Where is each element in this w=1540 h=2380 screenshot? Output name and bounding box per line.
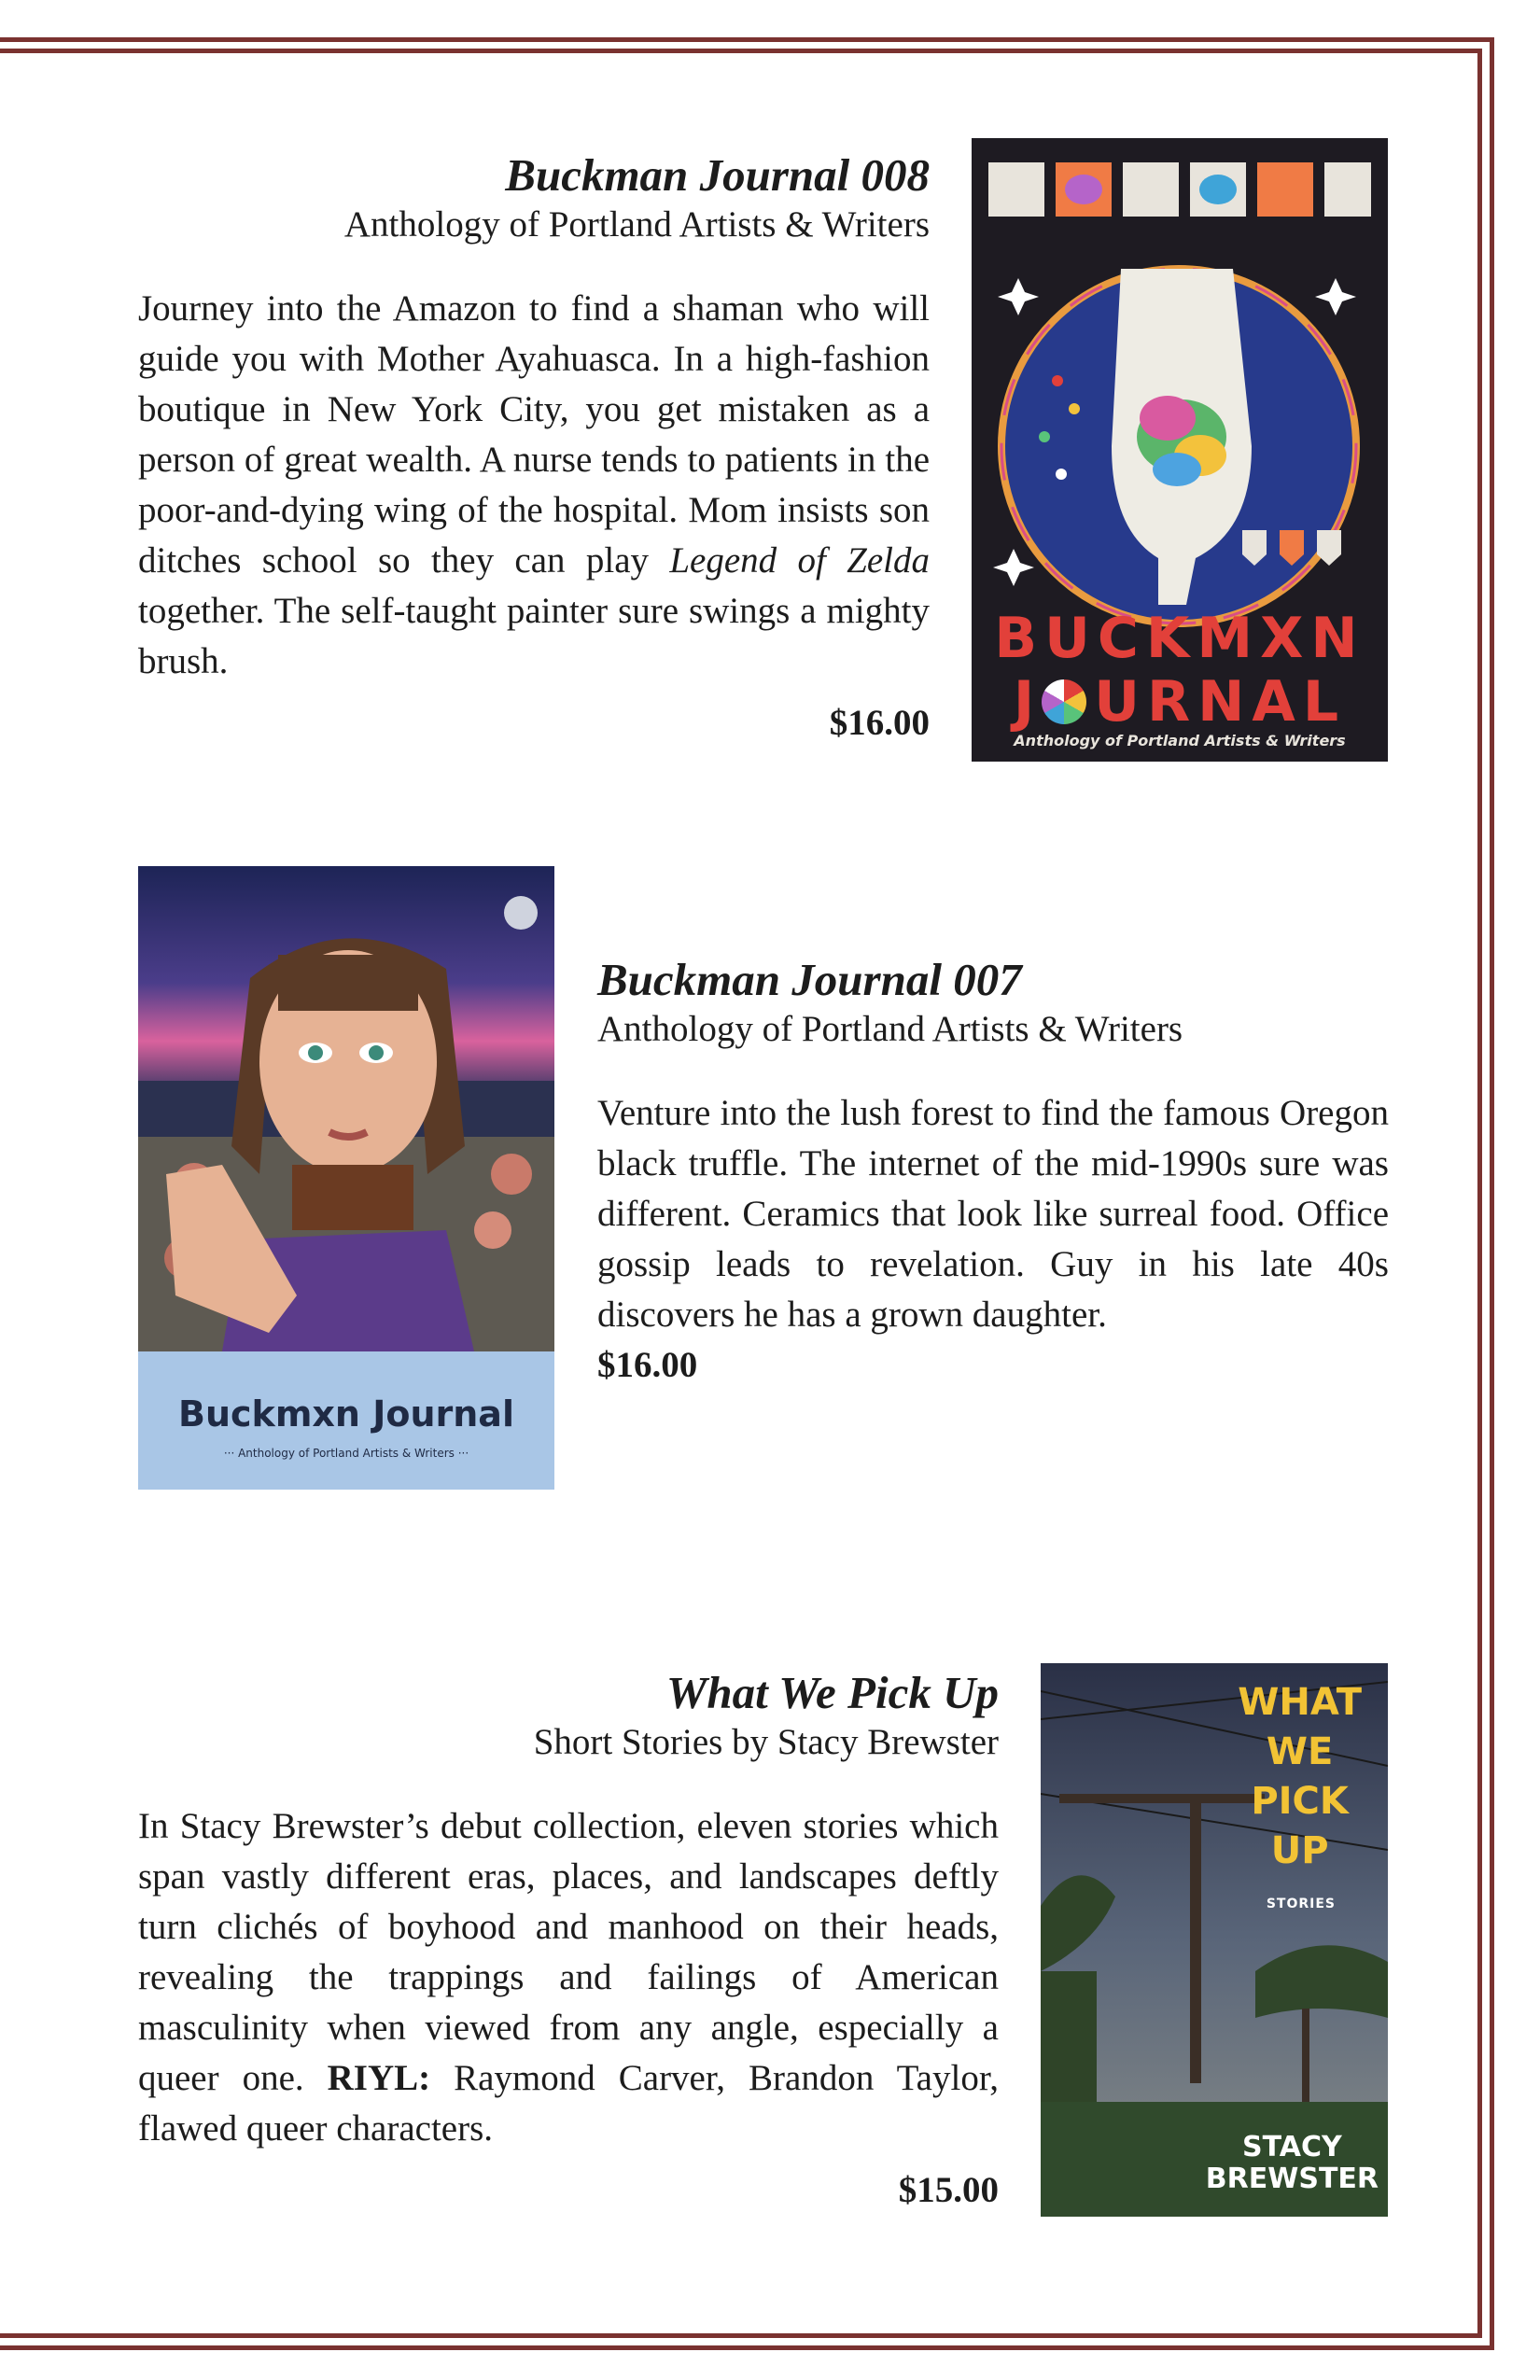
book-entry-2	[597, 954, 1389, 1391]
cover-tagline: Anthology of Portland Artists & Writers	[1014, 732, 1346, 749]
frame-border-bottom-inner	[0, 2333, 1482, 2338]
cover-wheel-icon	[1042, 679, 1086, 724]
book-cover-buckman-008	[972, 138, 1388, 762]
frame-border-right-inner	[1477, 49, 1482, 2338]
book-description: Venture into the lush forest to find the famous Oregon black truffle. The internet of the mid-1990s sure was different. Ceramics that look like surreal food. Office gossip leads to revelation. Guy in his late 40s discovers he has a grown daughter.	[597, 1093, 1389, 1335]
cover-author: STACY BREWSTER	[1205, 2131, 1379, 2195]
book-subtitle: Anthology of Portland Artists & Writers	[343, 204, 930, 245]
frame-border-bottom	[0, 2345, 1493, 2350]
frame-border-top	[0, 37, 1493, 42]
book-title: Buckman Journal 007	[597, 954, 1022, 1005]
book-description: In Stacy Brewster’s debut collection, eleven stories which span vastly different eras, places, and landscapes deftly turn clichés of boyhood and manhood on their heads, revealing the trappings and failings of American masculinity when viewed from any angle, especially a queer one. RIYL: Raymond Carver, Brandon Taylor, flawed queer characters.	[138, 1806, 1000, 2149]
book-description: Journey into the Amazon to find a shaman who will guide you with Mother Ayahuasca. In a high-fashion boutique in New York City, you get mistaken as a person of great wealth. A nurse tends to patients in the poor-and-dying wing of the hospital. Mom insists son ditches school so they can play Legend of Zelda together. The self-taught painter sure swings a mighty brush.	[138, 288, 930, 681]
cover-title-line-2: J URNAL	[1013, 669, 1347, 735]
book-title: What We Pick Up	[665, 1667, 999, 1718]
cover-tagline: ··· Anthology of Portland Artists & Writers ···	[223, 1447, 469, 1460]
book-cover-buckman-007	[138, 866, 554, 1490]
cover-title-line-1: BUCKMXN	[994, 606, 1365, 671]
book-cover-what-we-pick-up	[1041, 1663, 1388, 2217]
book-price: $16.00	[829, 703, 930, 743]
book-title: Buckman Journal 008	[505, 149, 930, 201]
book-subtitle: Short Stories by Stacy Brewster	[533, 1722, 999, 1762]
book-subtitle: Anthology of Portland Artists & Writers	[597, 1009, 1183, 1049]
book-price: $15.00	[898, 2170, 999, 2210]
cover-brand-name: Buckmxn Journal	[178, 1393, 514, 1435]
frame-border-right	[1490, 37, 1494, 2350]
cover-title: WHAT WE PICK UP	[1238, 1681, 1362, 1872]
cover-genre: STORIES	[1266, 1897, 1336, 1911]
book-price: $16.00	[597, 1345, 698, 1385]
book-entry-3	[138, 1667, 999, 2216]
book-entry-1	[138, 149, 930, 749]
frame-border-top-inner	[0, 49, 1482, 53]
